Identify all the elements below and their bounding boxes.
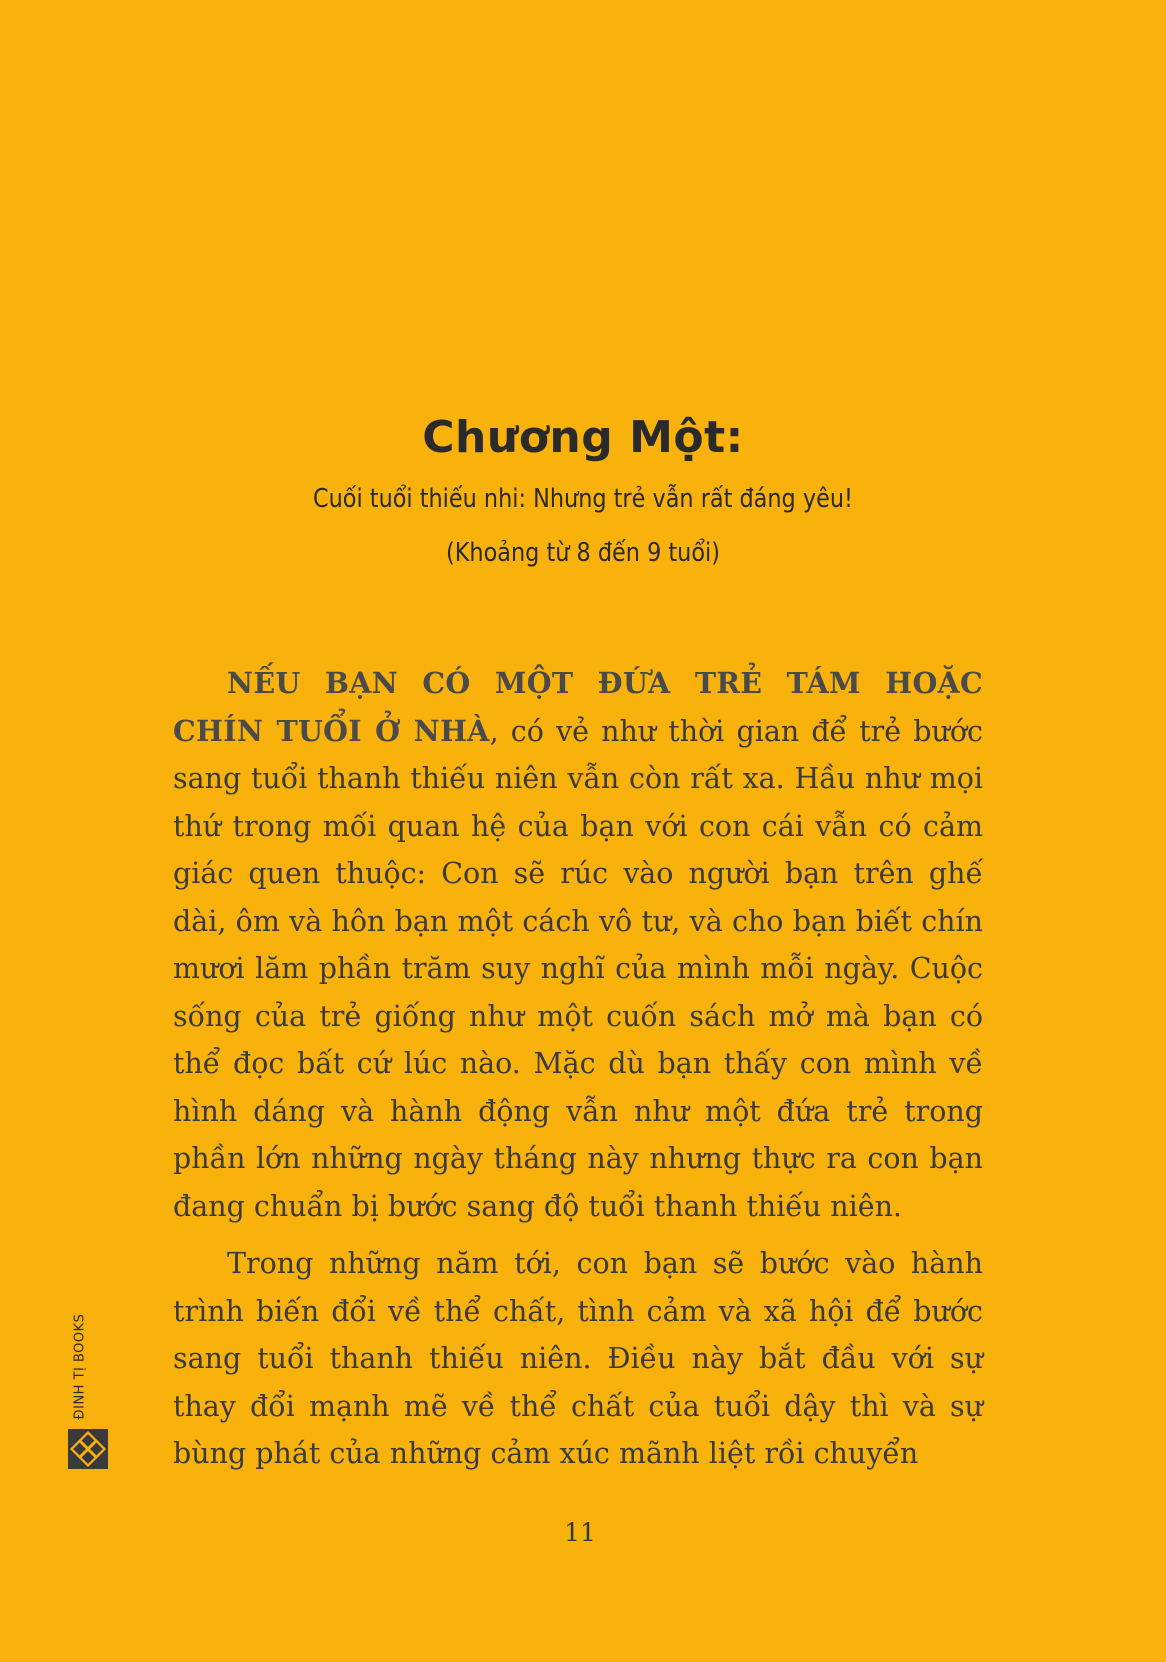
publisher-mark bbox=[68, 1305, 110, 1465]
paragraph-2: Trong những năm tới, con bạn sẽ bước vào hành trình biến đổi về thể chất, tình cảm và xã hội để bước sang tuổi thanh thiếu niên. Điều này bắt đầu với sự thay đổi mạnh mẽ về thể chất của tuổi dậy thì và sự bùng phát của những cảm xúc mãnh liệt rồi chuyển bbox=[173, 1247, 983, 1470]
chapter-header bbox=[0, 408, 1166, 580]
chapter-subtitle-line-2: (Khoảng từ 8 đến 9 tuổi) bbox=[446, 538, 720, 568]
paragraph-1-lead: NẾU BẠN CÓ MỘT ĐỨA TRẺ TÁM HOẶC CHÍN TUỔI Ở NHÀ bbox=[173, 666, 983, 748]
chapter-subtitle-line-1: Cuối tuổi thiếu nhi: Nhưng trẻ vẫn rất đáng yêu! bbox=[313, 484, 853, 514]
chapter-title: Chương Một: bbox=[422, 412, 744, 463]
publisher-name: ĐINH TỊ BOOKS bbox=[72, 1313, 88, 1420]
chapter-subtitle bbox=[82, 472, 1085, 580]
paragraph-1 bbox=[173, 660, 983, 1230]
paragraph-1-text: , có vẻ như thời gian để trẻ bước sang tuổi thanh thiếu niên vẫn còn rất xa. Hầu như mọi thứ trong mối quan hệ của bạn với con cái vẫn có cảm giác quen thuộc: Con sẽ rúc vào người bạn trên ghế dài, ôm và hôn bạn một cách vô tư, và cho bạn biết chín mươi lăm phần trăm suy nghĩ của mình mỗi ngày. Cuộc sống của trẻ giống như một cuốn sách mở mà bạn có thể đọc bất cứ lúc nào. Mặc dù bạn thấy con mình về hình dáng và hành động vẫn như một đứa trẻ trong phần lớn những ngày tháng này nhưng thực ra con bạn đang chuẩn bị bước sang độ tuổi thanh thiếu niên. bbox=[173, 714, 983, 1223]
page-number: 11 bbox=[564, 1518, 596, 1547]
body-text bbox=[173, 660, 983, 1478]
publisher-logo-icon bbox=[68, 1429, 108, 1469]
